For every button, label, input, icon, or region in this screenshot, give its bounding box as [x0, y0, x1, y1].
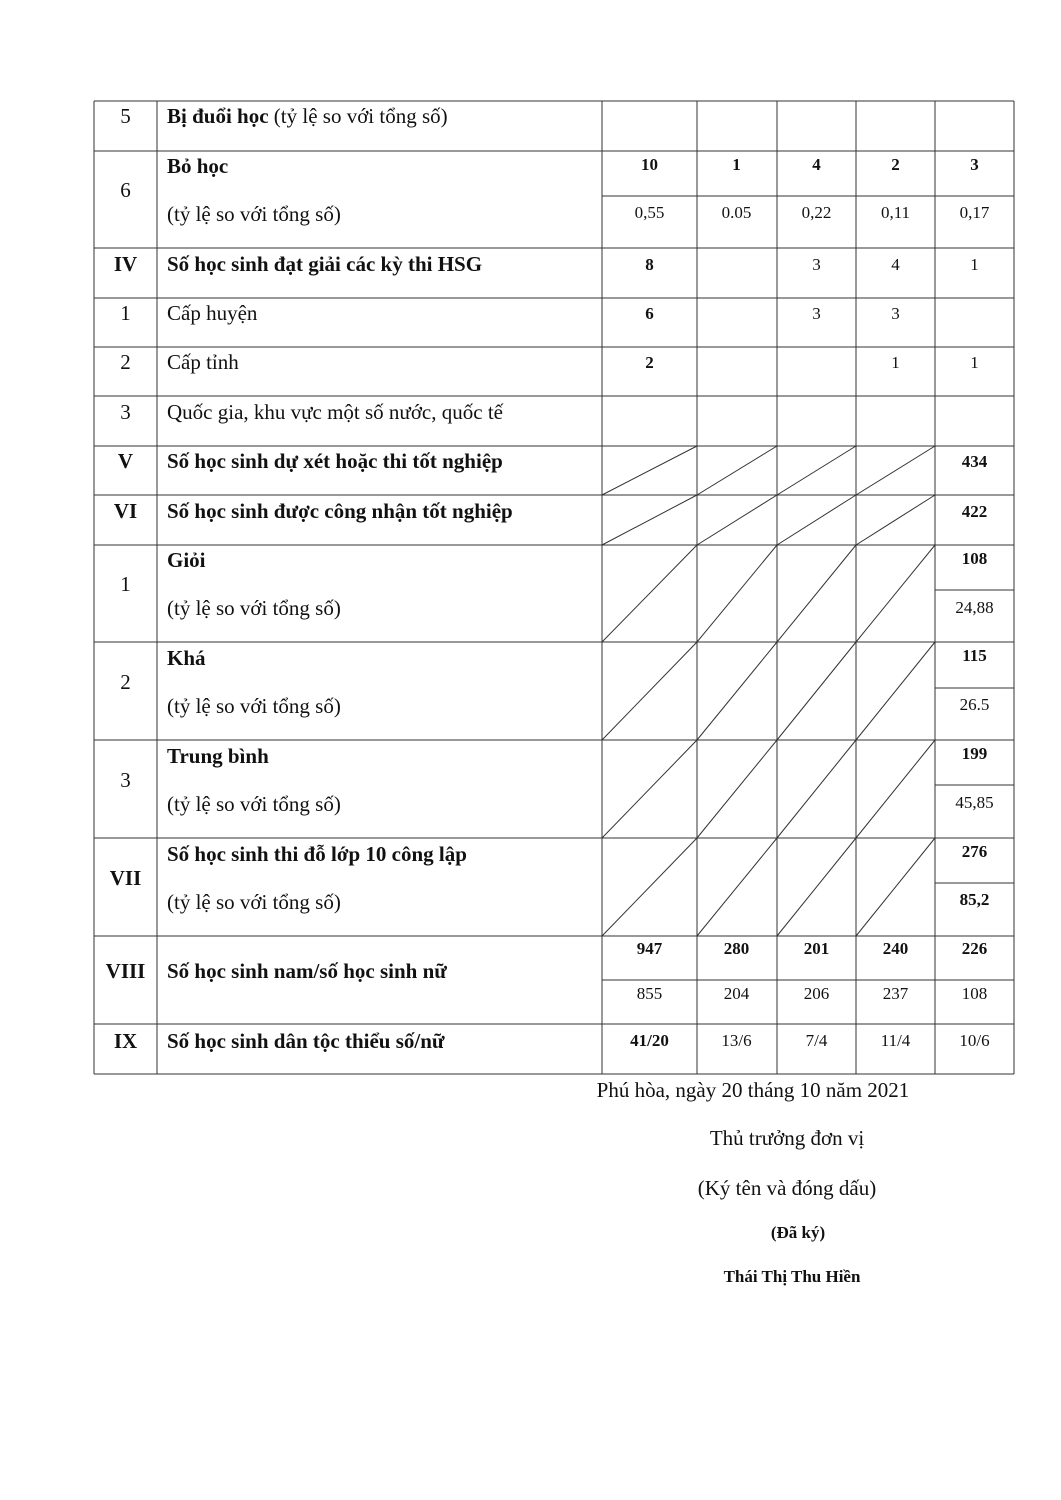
- row-label: [167, 106, 448, 127]
- row-number: IX: [113, 1029, 138, 1053]
- row-label: Giỏi: [167, 548, 206, 572]
- table-cell: 2: [891, 155, 900, 174]
- table-cell: 108: [961, 984, 988, 1003]
- table-cell: 1: [970, 353, 979, 372]
- row-sublabel: (tỷ lệ so với tổng số): [167, 596, 341, 620]
- table-cell: 26.5: [959, 695, 990, 714]
- row-label: Số học sinh dân tộc thiểu số/nữ: [167, 1029, 445, 1053]
- row-number: IV: [113, 252, 138, 276]
- table-cell: 45,85: [955, 793, 994, 812]
- table-cell: 206: [803, 984, 830, 1003]
- table-cell: 4: [891, 255, 900, 274]
- table-cell: 41/20: [630, 1031, 669, 1050]
- table-cell: 7/4: [805, 1031, 828, 1050]
- table-cell: 201: [803, 939, 830, 958]
- table-cell: 947: [636, 939, 663, 958]
- table-cell: 1: [891, 353, 900, 372]
- signed-note: (Đã ký): [770, 1223, 826, 1242]
- table-cell: 237: [882, 984, 909, 1003]
- table-cell: 11/4: [880, 1031, 911, 1050]
- table-cell: 0.05: [721, 203, 752, 222]
- row-label: Quốc gia, khu vực một số nước, quốc tế: [167, 400, 503, 424]
- row-label: Khá: [167, 646, 206, 670]
- table-cell: 13/6: [721, 1031, 752, 1050]
- table-cell: 3: [812, 255, 821, 274]
- table-cell: 280: [723, 939, 750, 958]
- table-cell: 240: [882, 939, 909, 958]
- row-sublabel: (tỷ lệ so với tổng số): [167, 694, 341, 718]
- row-number: VII: [109, 866, 142, 890]
- table-cell: 10/6: [959, 1031, 990, 1050]
- row-label: Cấp huyện: [167, 301, 258, 325]
- table-cell: 855: [636, 984, 663, 1003]
- row-label-bold: Bị đuổi học: [167, 104, 269, 128]
- row-sublabel: (tỷ lệ so với tổng số): [167, 202, 341, 226]
- table-cell: 0,17: [959, 203, 990, 222]
- row-sublabel: (tỷ lệ so với tổng số): [167, 890, 341, 914]
- table-cell: 24,88: [955, 598, 994, 617]
- row-number: 1: [120, 301, 131, 325]
- table-cell: 2: [645, 353, 654, 372]
- signer-name: Thái Thị Thu Hiền: [723, 1267, 861, 1286]
- signer-title: Thủ trưởng đơn vị: [709, 1126, 865, 1150]
- table-cell: 1: [970, 255, 979, 274]
- table-cell: 434: [961, 452, 988, 471]
- table-cell: 3: [891, 304, 900, 323]
- row-number: 3: [120, 400, 131, 424]
- row-label: Số học sinh nam/số học sinh nữ: [167, 959, 447, 983]
- table-cell: 226: [961, 939, 988, 958]
- row-sublabel: (tỷ lệ so với tổng số): [167, 792, 341, 816]
- row-number: VI: [113, 499, 138, 523]
- row-label-rest: (tỷ lệ so với tổng số): [268, 104, 448, 128]
- row-label: Số học sinh thi đỗ lớp 10 công lập: [167, 842, 467, 866]
- table-cell: 204: [723, 984, 750, 1003]
- row-number: 6: [120, 178, 131, 202]
- row-label: Số học sinh được công nhận tốt nghiệp: [167, 499, 513, 523]
- table-cell: 108: [961, 549, 988, 568]
- table-cell: 276: [961, 842, 988, 861]
- table-cell: 0,22: [801, 203, 832, 222]
- table-cell: 85,2: [959, 890, 990, 909]
- row-number: VIII: [105, 959, 146, 983]
- row-number: 5: [120, 104, 131, 128]
- table-cell: 1: [732, 155, 741, 174]
- row-label: Số học sinh dự xét hoặc thi tốt nghiệp: [167, 449, 503, 473]
- table-cell: 4: [812, 155, 821, 174]
- sign-instruction: (Ký tên và đóng dấu): [697, 1176, 877, 1200]
- row-label: Cấp tỉnh: [167, 350, 239, 374]
- row-number: 1: [120, 572, 131, 596]
- table-cell: 0,55: [634, 203, 665, 222]
- row-number: 3: [120, 768, 131, 792]
- table-cell: 422: [961, 502, 988, 521]
- table-cell: 10: [641, 155, 658, 174]
- table-cell: 3: [812, 304, 821, 323]
- table-cell: 6: [645, 304, 654, 323]
- table-cell: 115: [962, 646, 987, 665]
- date-line: Phú hòa, ngày 20 tháng 10 năm 2021: [596, 1078, 910, 1102]
- row-number: V: [117, 449, 134, 473]
- row-number: 2: [120, 670, 131, 694]
- row-label: Trung bình: [167, 744, 269, 768]
- table-cell: 199: [961, 744, 988, 763]
- table-cell: 3: [970, 155, 979, 174]
- table-cell: 8: [645, 255, 654, 274]
- table-cell: 0,11: [880, 203, 911, 222]
- row-number: 2: [120, 350, 131, 374]
- row-label: Số học sinh đạt giải các kỳ thi HSG: [167, 252, 483, 276]
- row-label: Bỏ học: [167, 154, 229, 178]
